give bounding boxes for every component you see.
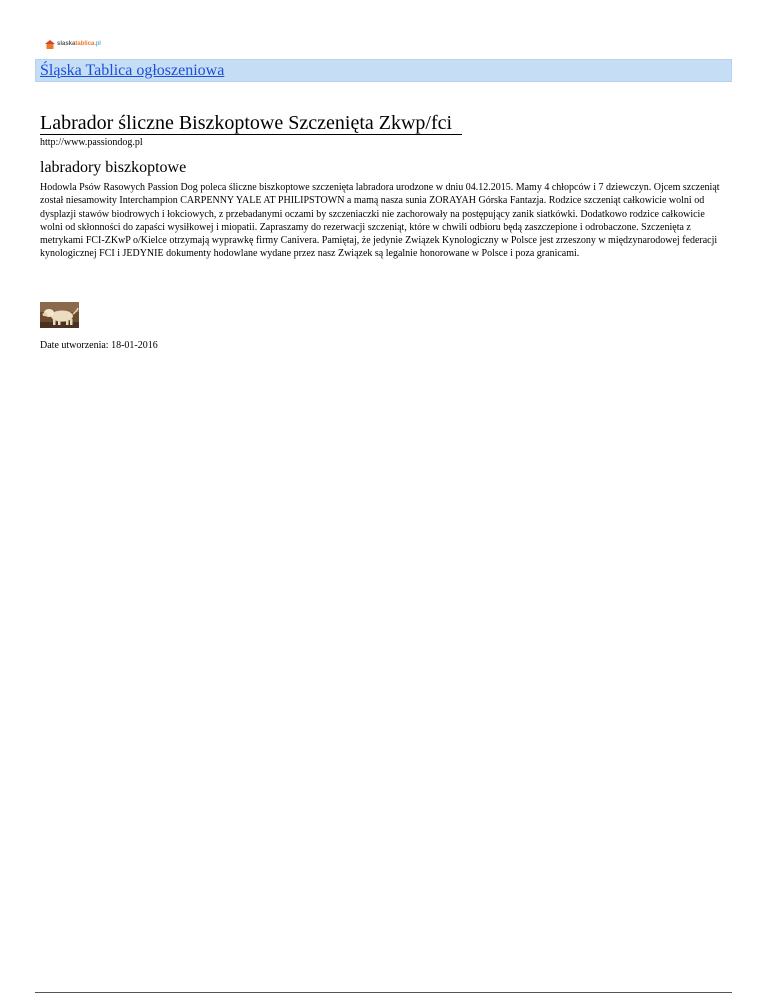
site-home-link[interactable]: Śląska Tablica ogłoszeniowa <box>40 62 225 79</box>
logo-text-part2: tablica <box>75 40 95 47</box>
site-header-bar <box>35 59 732 82</box>
ad-website-url: http://www.passiondog.pl <box>40 137 143 148</box>
ad-subtitle: labradory biszkoptowe <box>40 159 187 176</box>
ad-title: Labrador śliczne Biszkoptowe Szczenięta Zkwp/fci <box>40 112 453 134</box>
dog-photo-image <box>40 302 79 328</box>
page-bottom-divider <box>35 992 732 993</box>
ad-photo-thumbnail[interactable] <box>40 302 79 328</box>
logo-text-part3: .pl <box>94 40 101 47</box>
site-logo[interactable] <box>45 37 101 51</box>
logo-text-part1: slaska <box>57 40 76 47</box>
logo-text <box>57 40 101 49</box>
ad-description: Hodowla Psów Rasowych Passion Dog poleca śliczne biszkoptowe szczenięta labradora urodzone w dniu 04.12.2015. Mamy 4 chłopców i 7 dziewczyn. Ojcem szczeniąt został niesamowity Interchampion CARPENNY YALE AT PHILIPSTOWN a mamą nasza sunia ZORAYAH Górska Fantazja. Rodzice szczeniąt całkowicie wolni od dysplazji stawów biodrowych i łokciowych, z przebadanymi oczami by szczeniaczki nie zachorowały na postępujący zanik siatkówki. Dodatkowo rodzice całkowicie wolni od skłonności do zapaści wysiłkowej i miopatii. Zapraszamy do rezerwacji szczeniąt, które w chwili odbioru będą zaszczepione i odrobaczone. Szczenięta z metrykami FCI-ZKwP o/Kielce otrzymają wyprawkę firmy Canivera. Pamiętaj, że jedynie Związek Kynologiczny w Polsce jest zrzeszony w międzynarodowej federacji kynologicznej FCI i JEDYNIE dokumenty hodowlane wydane przez nasz Związek są legalnie honorowane w Polsce i poza granicami. <box>40 182 720 260</box>
title-underline <box>40 134 462 135</box>
ad-creation-date: Date utworzenia: 18-01-2016 <box>40 340 158 351</box>
house-icon <box>45 40 55 49</box>
